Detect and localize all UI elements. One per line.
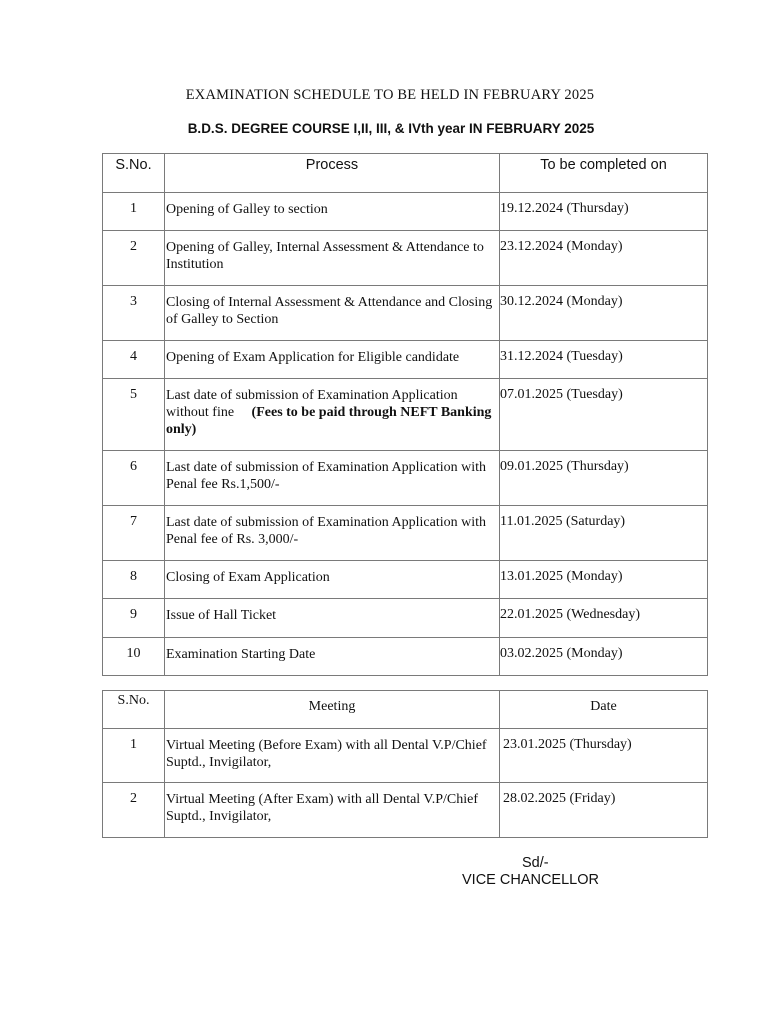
- row-date: 09.01.2025 (Thursday): [500, 451, 708, 506]
- document-subtitle: B.D.S. DEGREE COURSE I,II, III, & IVth year IN FEBRUARY 2025: [187, 121, 595, 136]
- table-row: [103, 341, 708, 379]
- row-date: 31.12.2024 (Tuesday): [500, 341, 708, 379]
- table-row: [103, 379, 708, 451]
- row-process: Examination Starting Date: [165, 638, 500, 676]
- row-sno: 7: [103, 506, 165, 561]
- row-meeting: Virtual Meeting (Before Exam) with all Dental V.P/Chief Suptd., Invigilator,: [165, 729, 500, 783]
- table-row: [103, 451, 708, 506]
- row-sno: 6: [103, 451, 165, 506]
- row-sno: 2: [103, 231, 165, 286]
- row-date: 30.12.2024 (Monday): [500, 286, 708, 341]
- row-process: Opening of Galley to section: [165, 193, 500, 231]
- row-sno: 8: [103, 561, 165, 599]
- column-header-sno: S.No.: [103, 154, 165, 193]
- table-row: [103, 506, 708, 561]
- column-header-sno: S.No.: [103, 691, 165, 729]
- row-process: Last date of submission of Examination Application with Penal fee Rs.1,500/-: [165, 451, 500, 506]
- row-sno: 9: [103, 599, 165, 638]
- table-row: [103, 599, 708, 638]
- row-sno: 5: [103, 379, 165, 451]
- row-process: Closing of Internal Assessment & Attendance and Closing of Galley to Section: [165, 286, 500, 341]
- table-row: [103, 729, 708, 783]
- row-date: 13.01.2025 (Monday): [500, 561, 708, 599]
- signature-sd: Sd/-: [522, 855, 549, 871]
- row-sno: 3: [103, 286, 165, 341]
- signature-block: [462, 855, 599, 889]
- schedule-table: [102, 153, 708, 676]
- row-date: 03.02.2025 (Monday): [500, 638, 708, 676]
- row-sno: 10: [103, 638, 165, 676]
- row-process: Opening of Exam Application for Eligible candidate: [165, 341, 500, 379]
- signature-designation: VICE CHANCELLOR: [462, 872, 599, 888]
- row-date: 23.12.2024 (Monday): [500, 231, 708, 286]
- column-header-date: Date: [500, 691, 708, 729]
- row-date: 23.01.2025 (Thursday): [500, 729, 708, 783]
- row-date: 28.02.2025 (Friday): [500, 783, 708, 838]
- row-date: 07.01.2025 (Tuesday): [500, 379, 708, 451]
- row-process: Closing of Exam Application: [165, 561, 500, 599]
- document-title: EXAMINATION SCHEDULE TO BE HELD IN FEBRUARY 2025: [185, 87, 595, 103]
- row-sno: 1: [103, 193, 165, 231]
- row-process: Last date of submission of Examination Application with Penal fee of Rs. 3,000/-: [165, 506, 500, 561]
- row-process-text: Last date of submission of Examination Application without fine: [166, 388, 458, 420]
- row-date: 22.01.2025 (Wednesday): [500, 599, 708, 638]
- column-header-meeting: Meeting: [165, 691, 500, 729]
- row-sno: 4: [103, 341, 165, 379]
- table-row: [103, 783, 708, 838]
- fee-note: (Fees to be paid through NEFT Banking only): [166, 405, 492, 437]
- table-row: [103, 561, 708, 599]
- row-date: 19.12.2024 (Thursday): [500, 193, 708, 231]
- row-sno: 2: [103, 783, 165, 838]
- meetings-table: [102, 690, 708, 838]
- row-process: Opening of Galley, Internal Assessment & Attendance to Institution: [165, 231, 500, 286]
- row-sno: 1: [103, 729, 165, 783]
- meetings-header-row: [103, 691, 708, 729]
- column-header-date: To be completed on: [500, 154, 708, 193]
- row-meeting: Virtual Meeting (After Exam) with all Dental V.P/Chief Suptd., Invigilator,: [165, 783, 500, 838]
- table-row: [103, 638, 708, 676]
- table-row: [103, 193, 708, 231]
- column-header-process: Process: [165, 154, 500, 193]
- row-process: [165, 379, 500, 451]
- row-date: 11.01.2025 (Saturday): [500, 506, 708, 561]
- schedule-header-row: [103, 154, 708, 193]
- table-row: [103, 231, 708, 286]
- table-row: [103, 286, 708, 341]
- row-process: Issue of Hall Ticket: [165, 599, 500, 638]
